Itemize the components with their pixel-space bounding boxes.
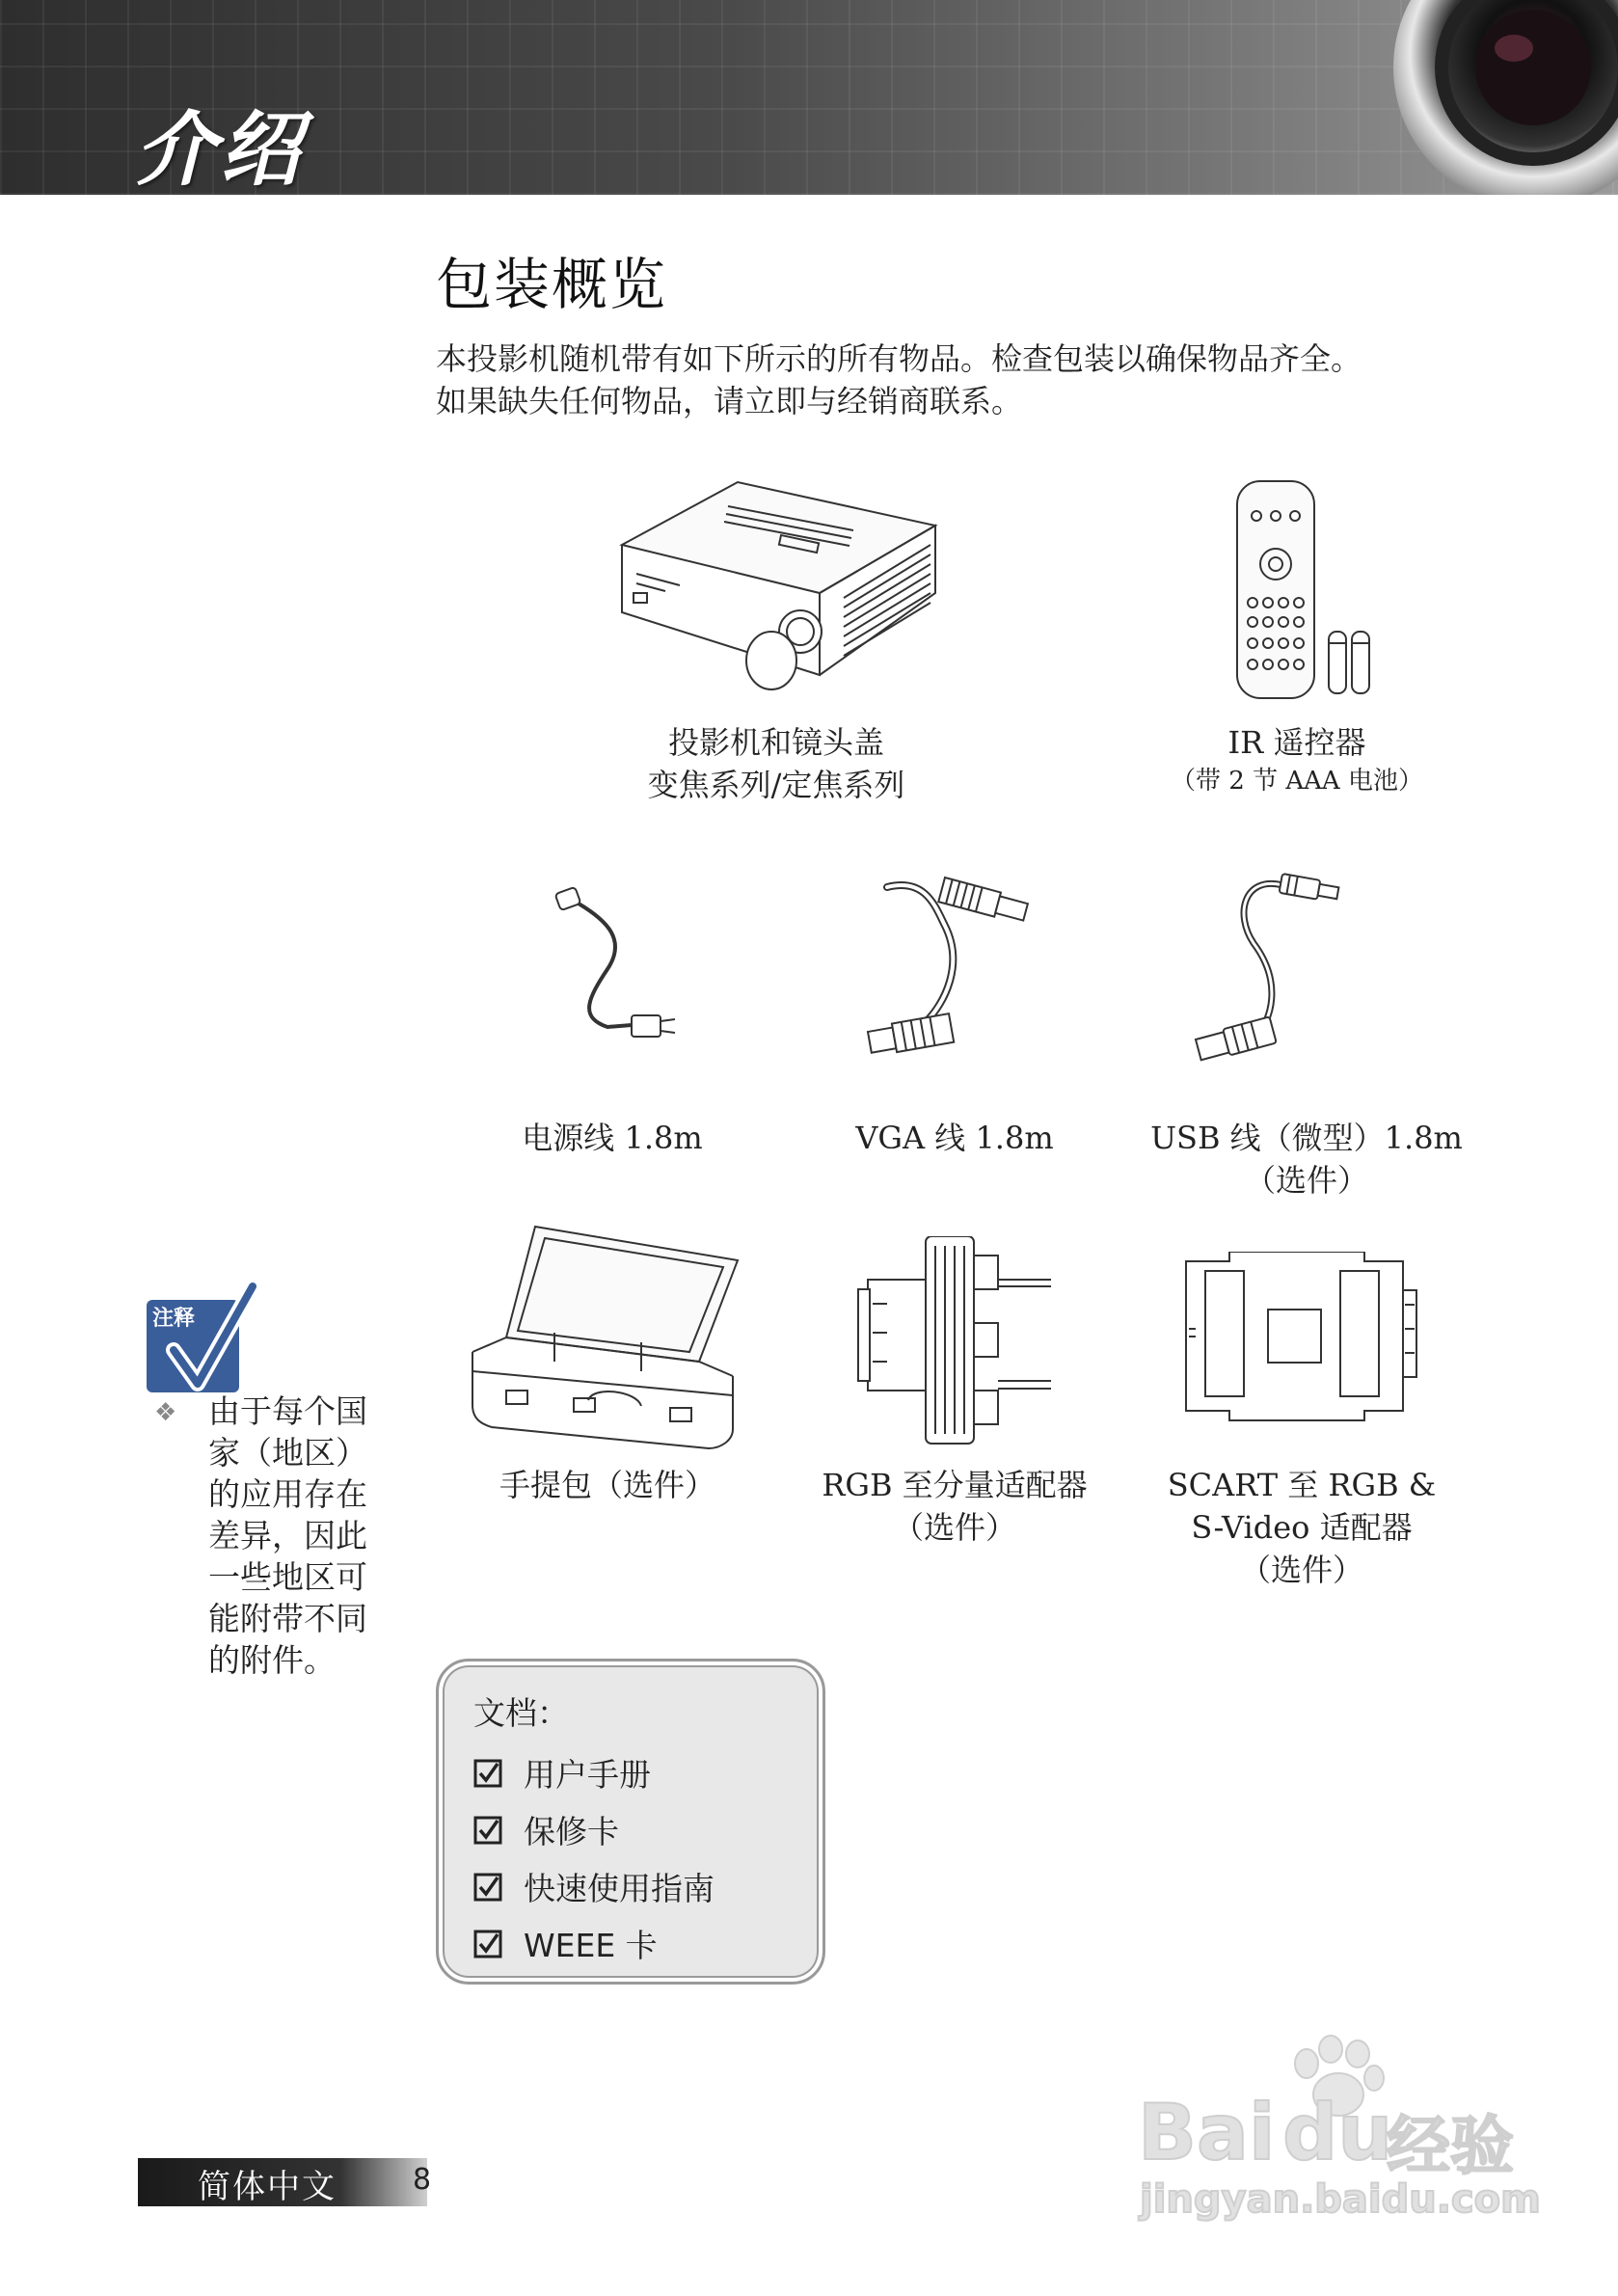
caption-scart-adapter <box>1133 1464 1470 1591</box>
caption-usb-cable-line2: （选件） <box>1244 1162 1368 1199</box>
documents-item-label: 保修卡 <box>524 1813 619 1850</box>
projector-illustration <box>612 477 940 699</box>
header-band <box>0 0 1618 195</box>
caption-power-cord <box>487 1117 738 1159</box>
documents-item-label: 用户手册 <box>524 1756 651 1794</box>
documents-item <box>473 1801 715 1858</box>
watermark-brand: Bai <box>1138 2088 1276 2177</box>
intro-line-2: 如果缺失任何物品，请立即与经销商联系。 <box>436 383 1023 419</box>
caption-usb-cable-line1: USB 线（微型）1.8m <box>1150 1120 1463 1156</box>
page-number: 8 <box>413 2163 432 2197</box>
documents-item <box>473 1858 715 1915</box>
caption-rgb-adapter-line1: RGB 至分量适配器 <box>822 1467 1088 1503</box>
documents-item-label: WEEE 卡 <box>524 1927 658 1964</box>
documents-title: 文档： <box>473 1694 569 1732</box>
caption-usb-cable <box>1123 1117 1490 1202</box>
footer-language: 简体中文 <box>198 2168 337 2206</box>
caption-projector-line1: 投影机和镜头盖 <box>667 724 884 761</box>
usb-cable-illustration <box>1186 866 1417 1073</box>
note-text: 由于每个国家（地区）的应用存在差异，因此一些地区可能附带不同的附件。 <box>208 1392 367 1679</box>
intro-line-1: 本投影机随机带有如下所示的所有物品。检查包装以确保物品齐全。 <box>436 340 1362 377</box>
section-title: 包装概览 <box>436 252 668 317</box>
caption-projector-line2: 变焦系列/定焦系列 <box>647 767 905 803</box>
power-cord-illustration <box>540 882 694 1056</box>
caption-carry-case-line1: 手提包（选件） <box>499 1467 715 1503</box>
caption-vga-cable-line1: VGA 线 1.8m <box>855 1120 1054 1156</box>
lens-graphic <box>1389 0 1618 195</box>
documents-list <box>473 1744 715 1972</box>
caption-remote-line1: IR 遥控器 <box>1227 724 1366 761</box>
documents-box <box>436 1659 825 1985</box>
rgb-adapter-illustration <box>853 1236 1056 1448</box>
caption-scart-adapter-line1: SCART 至 RGB & <box>1167 1467 1437 1503</box>
watermark-suffix: 经验 <box>1387 2109 1514 2183</box>
caption-rgb-adapter-line2: （选件） <box>892 1509 1016 1546</box>
caption-remote <box>1138 721 1456 798</box>
checkbox-checked-icon <box>473 1759 502 1788</box>
baidu-watermark <box>1138 2035 1541 2228</box>
documents-item-label: 快速使用指南 <box>524 1870 715 1907</box>
note-check-icon <box>145 1283 258 1396</box>
caption-power-cord-line1: 电源线 1.8m <box>522 1120 703 1156</box>
documents-item <box>473 1744 715 1801</box>
scart-adapter-illustration <box>1181 1252 1422 1423</box>
remote-illustration <box>1229 477 1384 704</box>
caption-scart-adapter-line2: S-Video 适配器 <box>1191 1509 1413 1546</box>
chapter-title: 介绍 <box>135 102 306 195</box>
note-label: 注释 <box>152 1307 196 1331</box>
checkbox-checked-icon <box>473 1816 502 1845</box>
watermark-url: jingyan.baidu.com <box>1140 2177 1541 2222</box>
diamond-bullet-icon: ❖ <box>154 1398 177 1427</box>
caption-rgb-adapter <box>800 1464 1109 1549</box>
documents-item <box>473 1915 715 1972</box>
watermark-brand2: du <box>1282 2088 1393 2177</box>
checkbox-checked-icon <box>473 1873 502 1902</box>
vga-cable-illustration <box>849 868 1070 1070</box>
caption-vga-cable <box>829 1117 1080 1159</box>
intro-paragraph <box>436 338 1497 422</box>
carry-case-illustration <box>468 1217 747 1458</box>
caption-projector <box>598 721 955 806</box>
caption-scart-adapter-line3: （选件） <box>1239 1552 1363 1588</box>
checkbox-checked-icon <box>473 1930 502 1958</box>
caption-remote-line2: （带 2 节 AAA 电池） <box>1171 767 1423 796</box>
caption-carry-case <box>468 1464 747 1506</box>
